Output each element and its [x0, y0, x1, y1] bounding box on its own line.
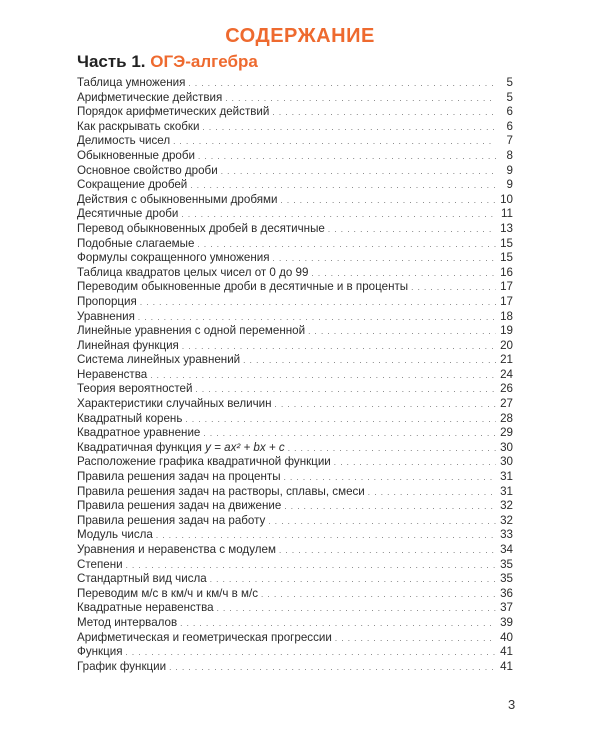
dot-leader — [195, 382, 496, 398]
toc-entry[interactable] — [77, 105, 513, 120]
toc-entry-label: Арифметическая и геометрическая прогрессии — [77, 630, 332, 644]
dot-leader — [221, 164, 496, 180]
dot-leader — [272, 105, 496, 121]
toc-entry-page: 29 — [500, 426, 513, 440]
dot-leader — [138, 310, 496, 326]
dot-leader — [180, 616, 496, 632]
toc-entry-label: Порядок арифметических действий — [77, 105, 270, 119]
toc-entry-label: Стандартный вид числа — [77, 572, 207, 586]
toc-entry-page: 27 — [500, 397, 513, 411]
toc-entry[interactable] — [77, 543, 513, 558]
dot-leader — [275, 397, 496, 413]
toc-entry-page: 33 — [500, 528, 513, 542]
toc-entry-page: 5 — [506, 76, 513, 89]
dot-leader — [311, 266, 496, 282]
dot-leader — [202, 120, 496, 136]
toc-entry-label: Правила решения задач на работу — [77, 513, 266, 527]
dot-leader — [203, 426, 496, 442]
toc-entry[interactable] — [77, 645, 513, 660]
toc-entry[interactable] — [77, 324, 513, 339]
toc-entry-page: 11 — [500, 207, 513, 221]
toc-entry-label: Правила решения задач на проценты — [77, 470, 281, 484]
toc-entry[interactable] — [77, 91, 513, 106]
dot-leader — [328, 222, 496, 238]
toc-entry[interactable] — [77, 382, 513, 397]
dot-leader — [335, 631, 496, 647]
toc-entry-page: 35 — [500, 557, 513, 571]
toc-entry-page: 39 — [500, 615, 513, 629]
toc-entry[interactable] — [77, 455, 513, 470]
toc-entry-label: Линейные уравнения с одной переменной — [77, 324, 306, 338]
toc-entry-page: 17 — [500, 280, 513, 294]
toc-entry-page: 15 — [500, 251, 513, 265]
toc-entry[interactable] — [77, 397, 513, 412]
toc-entry-label: Основное свойство дроби — [77, 163, 218, 177]
toc-entry[interactable] — [77, 76, 513, 91]
dot-leader — [156, 528, 496, 544]
toc-entry-page: 10 — [500, 192, 513, 206]
toc-entry[interactable] — [77, 499, 513, 514]
dot-leader — [185, 412, 496, 428]
toc-entry-page: 19 — [500, 324, 513, 338]
toc-entry-label: Перевод обыкновенных дробей в десятичные — [77, 221, 325, 235]
toc-entry-page: 21 — [500, 353, 513, 367]
dot-leader — [140, 295, 496, 311]
toc-entry-page: 13 — [500, 221, 513, 235]
toc-entry-page: 26 — [500, 382, 513, 396]
toc-entry-label: Уравнения и неравенства с модулем — [77, 543, 276, 556]
toc-entry-page: 30 — [500, 455, 513, 469]
dot-leader — [273, 251, 497, 267]
toc-entry-page: 9 — [506, 163, 513, 177]
toc-entry[interactable] — [77, 193, 513, 208]
toc-entry-label: Квадратичная функция y = ax² + bx + c — [77, 440, 285, 454]
toc-entry-label: Теория вероятностей — [77, 382, 193, 396]
toc-entry-page: 17 — [500, 294, 513, 308]
toc-entry-label: Десятичные дроби — [77, 207, 179, 221]
dot-leader — [188, 76, 496, 92]
dot-leader — [198, 149, 496, 165]
toc-entry[interactable] — [77, 426, 513, 441]
toc-entry-label: Как раскрывать скобки — [77, 119, 200, 133]
toc-entry-page: 30 — [500, 440, 513, 454]
part-name: ОГЭ-алгебра — [150, 52, 258, 71]
toc-entry[interactable] — [77, 528, 513, 543]
toc-entry-page: 32 — [500, 513, 513, 527]
dot-leader — [190, 178, 496, 194]
dot-leader — [279, 543, 496, 559]
toc-entry-label: Модуль числа — [77, 528, 153, 542]
dot-leader — [181, 207, 496, 223]
toc-entry-label: Таблица квадратов целых чисел от 0 до 99 — [77, 265, 309, 279]
toc-entry-page: 36 — [500, 586, 513, 600]
contents-title: СОДЕРЖАНИЕ — [225, 25, 375, 47]
toc-entry-label: Таблица умножения — [77, 76, 186, 89]
toc-entry[interactable] — [77, 178, 513, 193]
toc-entry[interactable] — [77, 368, 513, 383]
toc-entry-label: Подобные слагаемые — [77, 236, 195, 250]
toc-entry-page: 5 — [506, 90, 513, 104]
toc-entry[interactable] — [77, 441, 513, 456]
dot-leader — [173, 134, 496, 150]
dot-leader — [243, 353, 496, 369]
toc-entry-label: Действия с обыкновенными дробями — [77, 192, 278, 206]
toc-entry[interactable] — [77, 120, 513, 135]
toc-entry-label: Расположение графика квадратичной функции — [77, 455, 331, 469]
toc-entry[interactable] — [77, 485, 513, 500]
toc-entry-label: Функция — [77, 645, 123, 659]
toc-entry[interactable] — [77, 295, 513, 310]
toc-entry-label: График функции — [77, 659, 167, 673]
dot-leader — [368, 485, 496, 501]
toc-entry-page: 35 — [500, 572, 513, 586]
toc-entry-label: Правила решения задач на растворы, сплавы, смеси — [77, 484, 365, 498]
page-number: 3 — [508, 697, 516, 712]
toc-entry-label: Степени — [77, 557, 123, 571]
dot-leader — [268, 514, 496, 530]
toc-entry-label: Квадратные неравенства — [77, 601, 214, 615]
toc-entry[interactable] — [77, 310, 513, 325]
toc-entry-page: 31 — [500, 470, 513, 484]
dot-leader — [334, 455, 496, 471]
toc-entry-page: 41 — [500, 645, 513, 659]
toc-entry-page: 18 — [500, 309, 513, 323]
toc-entry-label: Система линейных уравнений — [77, 353, 241, 367]
toc-entry[interactable] — [77, 601, 513, 616]
toc-entry[interactable] — [77, 280, 513, 295]
dot-leader — [280, 193, 496, 209]
toc-entry-page: 31 — [500, 484, 513, 498]
dot-leader — [126, 558, 496, 574]
toc-entry[interactable] — [77, 266, 513, 281]
part-heading — [77, 52, 258, 72]
toc-entry-label: Уравнения — [77, 309, 135, 323]
toc-list — [77, 76, 513, 674]
toc-entry[interactable] — [77, 149, 513, 164]
dot-leader — [217, 601, 496, 617]
toc-entry[interactable] — [77, 339, 513, 354]
dot-leader — [169, 660, 496, 676]
toc-entry-page: 16 — [500, 265, 513, 279]
toc-entry-label: Линейная функция — [77, 338, 179, 352]
dot-leader — [411, 280, 496, 296]
toc-entry[interactable] — [77, 251, 513, 266]
toc-entry[interactable] — [77, 222, 513, 237]
toc-entry[interactable] — [77, 514, 513, 529]
toc-entry-label: Квадратный корень — [77, 411, 183, 425]
toc-entry-label: Неравенства — [77, 367, 148, 381]
dot-leader — [182, 339, 496, 355]
toc-entry[interactable] — [77, 353, 513, 368]
toc-entry-label: Пропорция — [77, 294, 137, 308]
toc-entry-page: 7 — [506, 134, 513, 148]
toc-entry-label: Характеристики случайных величин — [77, 397, 272, 411]
toc-entry-page: 40 — [500, 630, 513, 644]
toc-entry-page: 28 — [500, 411, 513, 425]
toc-entry-page: 6 — [506, 105, 513, 119]
dot-leader — [308, 324, 496, 340]
toc-entry-label: Переводим м/с в км/ч и км/ч в м/с — [77, 586, 259, 600]
toc-entry[interactable] — [77, 237, 513, 252]
toc-entry-label: Правила решения задач на движение — [77, 499, 282, 513]
dot-leader — [225, 91, 496, 107]
toc-entry-label: Метод интервалов — [77, 615, 178, 629]
toc-entry-label: Сокращение дробей — [77, 178, 188, 192]
toc-entry[interactable] — [77, 572, 513, 587]
dot-leader — [284, 470, 496, 486]
toc-entry-page: 34 — [500, 543, 513, 556]
dot-leader — [125, 645, 496, 661]
toc-entry-page: 37 — [500, 601, 513, 615]
toc-entry[interactable] — [77, 660, 513, 675]
dot-leader — [210, 572, 496, 588]
dot-leader — [150, 368, 496, 384]
toc-entry-page: 20 — [500, 338, 513, 352]
toc-entry-formula: y = ax² + bx + c — [205, 440, 285, 454]
dot-leader — [261, 587, 496, 603]
toc-entry-label: Переводим обыкновенные дроби в десятичные и в проценты — [77, 280, 409, 294]
toc-entry-page: 15 — [500, 236, 513, 250]
toc-entry[interactable] — [77, 616, 513, 631]
toc-entry-label: Арифметические действия — [77, 90, 223, 104]
dot-leader — [197, 237, 496, 253]
dot-leader — [288, 441, 496, 457]
part-prefix: Часть 1. — [77, 52, 146, 71]
toc-entry-page: 8 — [506, 148, 513, 162]
toc-entry[interactable] — [77, 470, 513, 485]
toc-entry[interactable] — [77, 631, 513, 646]
toc-entry-page: 6 — [506, 119, 513, 133]
toc-entry[interactable] — [77, 164, 513, 179]
toc-entry-page: 9 — [506, 178, 513, 192]
toc-entry-label: Делимость чисел — [77, 134, 171, 148]
toc-entry-page: 32 — [500, 499, 513, 513]
toc-entry-label: Обыкновенные дроби — [77, 148, 195, 162]
toc-entry-label: Квадратное уравнение — [77, 426, 201, 440]
toc-entry-page: 41 — [500, 659, 513, 673]
toc-entry[interactable] — [77, 412, 513, 427]
toc-entry[interactable] — [77, 134, 513, 149]
dot-leader — [284, 499, 496, 515]
toc-entry-page: 24 — [500, 367, 513, 381]
toc-entry[interactable] — [77, 558, 513, 573]
toc-entry[interactable] — [77, 207, 513, 222]
toc-entry-label: Формулы сокращенного умножения — [77, 251, 270, 265]
toc-entry[interactable] — [77, 587, 513, 602]
